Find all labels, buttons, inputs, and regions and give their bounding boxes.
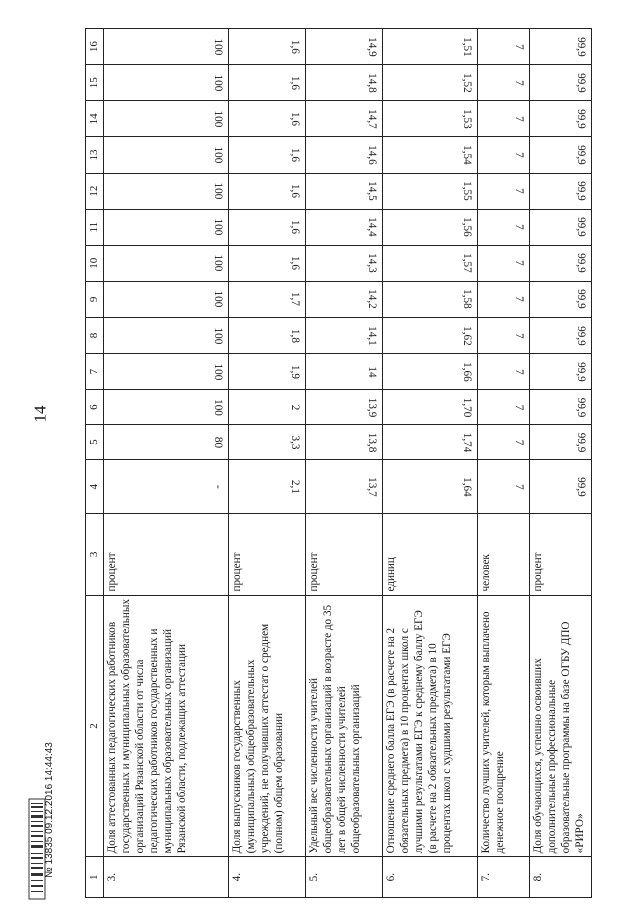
- indicator-value: 1,66: [383, 354, 478, 390]
- table-row: [383, 29, 478, 898]
- column-header-4: 4: [86, 460, 104, 514]
- indicator-value: 100: [104, 281, 229, 317]
- row-number: 5.: [306, 857, 383, 898]
- table-row: [530, 29, 592, 898]
- indicator-value: 14,9: [306, 29, 383, 65]
- indicator-value: 99,9: [530, 354, 592, 390]
- column-header-11: 11: [86, 209, 104, 245]
- indicators-table: [85, 28, 592, 898]
- column-header-7: 7: [86, 354, 104, 390]
- indicator-value: 99,9: [530, 29, 592, 65]
- column-header-9: 9: [86, 281, 104, 317]
- indicator-value: 1,58: [383, 281, 478, 317]
- indicator-value: 2,1: [229, 460, 306, 514]
- indicator-value: 99,9: [530, 390, 592, 425]
- indicator-value: 1,6: [229, 65, 306, 101]
- indicator-value: 7: [478, 354, 530, 390]
- indicator-value: 2: [229, 390, 306, 425]
- indicator-description: Отношение среднего балла ЕГЭ (в расчете на 2 обязательных предмета) в 10 процентах школ с лучшими результатами ЕГЭ к среднему баллу ЕГЭ (в расчете на 2 обязательных предмета) в 10 процентах школ с худшими результатами ЕГЭ: [383, 595, 478, 857]
- page-number: 14: [30, 405, 50, 423]
- indicator-value: 99,9: [530, 65, 592, 101]
- indicator-value: 99,9: [530, 281, 592, 317]
- column-header-5: 5: [86, 425, 104, 460]
- table-row: [229, 29, 306, 898]
- table-row: [104, 29, 229, 898]
- row-number: 3.: [104, 857, 229, 898]
- column-header-1: 1: [86, 857, 104, 898]
- indicator-value: 1,8: [229, 317, 306, 353]
- indicator-value: 100: [104, 390, 229, 425]
- row-number: 8.: [530, 857, 592, 898]
- column-header-3: 3: [86, 514, 104, 595]
- indicator-value: 1,6: [229, 245, 306, 281]
- indicator-value: 100: [104, 101, 229, 137]
- row-number: 6.: [383, 857, 478, 898]
- indicator-value: 100: [104, 29, 229, 65]
- indicator-value: 100: [104, 245, 229, 281]
- indicator-value: 1,52: [383, 65, 478, 101]
- indicator-description: Количество лучших учителей, которым выплачено денежное поощрение: [478, 595, 530, 857]
- indicator-value: 99,9: [530, 209, 592, 245]
- indicator-value: 1,56: [383, 209, 478, 245]
- indicator-value: 14,1: [306, 317, 383, 353]
- indicator-value: -: [104, 460, 229, 514]
- indicator-value: 1,62: [383, 317, 478, 353]
- indicator-value: 1,7: [229, 281, 306, 317]
- table-row: [478, 29, 530, 898]
- column-header-12: 12: [86, 173, 104, 209]
- indicators-table-wrapper: [85, 28, 587, 898]
- indicator-value: 7: [478, 209, 530, 245]
- indicator-value: 100: [104, 317, 229, 353]
- indicator-value: 99,9: [530, 245, 592, 281]
- indicator-value: 1,57: [383, 245, 478, 281]
- column-header-8: 8: [86, 317, 104, 353]
- indicator-value: 14,4: [306, 209, 383, 245]
- column-header-2: 2: [86, 595, 104, 857]
- indicator-value: 99,9: [530, 173, 592, 209]
- column-header-14: 14: [86, 101, 104, 137]
- indicator-value: 14: [306, 354, 383, 390]
- column-header-6: 6: [86, 390, 104, 425]
- indicator-value: 100: [104, 173, 229, 209]
- indicator-value: 14,5: [306, 173, 383, 209]
- indicator-value: 14,2: [306, 281, 383, 317]
- indicator-value: 1,74: [383, 425, 478, 460]
- indicator-value: 1,9: [229, 354, 306, 390]
- unit-of-measure: процент: [229, 514, 306, 595]
- column-header-15: 15: [86, 65, 104, 101]
- indicator-value: 1,70: [383, 390, 478, 425]
- registration-stamp-text: № 13835 09.12.2016 14:44:43: [44, 742, 55, 878]
- indicator-description: Доля аттестованных педагогических работников государственных и муниципальных образовательных организаций Рязанской области от числа педагогических работников государственных и муниципальных образовательных организаций Рязанской области, подлежащих аттестации: [104, 595, 229, 857]
- indicator-value: 7: [478, 101, 530, 137]
- indicator-value: 1,6: [229, 209, 306, 245]
- table-body: [104, 29, 592, 898]
- indicator-value: 100: [104, 137, 229, 173]
- column-header-10: 10: [86, 245, 104, 281]
- indicator-value: 99,9: [530, 317, 592, 353]
- indicator-value: 100: [104, 65, 229, 101]
- indicator-value: 7: [478, 390, 530, 425]
- indicator-value: 1,51: [383, 29, 478, 65]
- indicator-value: 1,55: [383, 173, 478, 209]
- row-number: 7.: [478, 857, 530, 898]
- table-row: [306, 29, 383, 898]
- indicator-value: 3,3: [229, 425, 306, 460]
- indicator-value: 99,9: [530, 137, 592, 173]
- indicator-value: 14,7: [306, 101, 383, 137]
- indicator-value: 7: [478, 65, 530, 101]
- indicator-value: 1,6: [229, 101, 306, 137]
- indicator-value: 7: [478, 137, 530, 173]
- indicator-value: 13,9: [306, 390, 383, 425]
- indicator-value: 7: [478, 425, 530, 460]
- indicator-description: Доля выпускников государственных (муниципальных) общеобразовательных учреждений, не получивших аттестат о среднем (полном) общем образовании: [229, 595, 306, 857]
- column-header-13: 13: [86, 137, 104, 173]
- indicator-value: 13,7: [306, 460, 383, 514]
- indicator-value: 13,8: [306, 425, 383, 460]
- indicator-value: 1,6: [229, 173, 306, 209]
- indicator-value: 14,6: [306, 137, 383, 173]
- indicator-value: 100: [104, 354, 229, 390]
- indicator-value: 7: [478, 317, 530, 353]
- indicator-value: 100: [104, 209, 229, 245]
- indicator-value: 80: [104, 425, 229, 460]
- indicator-value: 14,8: [306, 65, 383, 101]
- indicator-value: 1,54: [383, 137, 478, 173]
- row-number: 4.: [229, 857, 306, 898]
- unit-of-measure: процент: [530, 514, 592, 595]
- indicator-value: 1,6: [229, 29, 306, 65]
- indicator-description: Доля обучающихся, успешно освоивших дополнительные профессиональные образовательные программы на базе ОГБУ ДПО «РИРО»: [530, 595, 592, 857]
- indicator-value: 7: [478, 173, 530, 209]
- column-header-16: 16: [86, 29, 104, 65]
- unit-of-measure: процент: [104, 514, 229, 595]
- indicator-value: 7: [478, 29, 530, 65]
- indicator-value: 1,64: [383, 460, 478, 514]
- indicator-description: Удельный вес численности учителей общеобразовательных организаций в возрасте до 35 лет в общей численности учителей общеобразовательных организаций: [306, 595, 383, 857]
- indicator-value: 14,3: [306, 245, 383, 281]
- unit-of-measure: процент: [306, 514, 383, 595]
- indicator-value: 7: [478, 460, 530, 514]
- indicator-value: 7: [478, 281, 530, 317]
- unit-of-measure: человек: [478, 514, 530, 595]
- indicator-value: 7: [478, 245, 530, 281]
- unit-of-measure: единиц: [383, 514, 478, 595]
- indicator-value: 1,6: [229, 137, 306, 173]
- table-header-row: [86, 29, 104, 898]
- indicator-value: 1,53: [383, 101, 478, 137]
- indicator-value: 99,9: [530, 101, 592, 137]
- indicator-value: 99,9: [530, 425, 592, 460]
- indicator-value: 99,9: [530, 460, 592, 514]
